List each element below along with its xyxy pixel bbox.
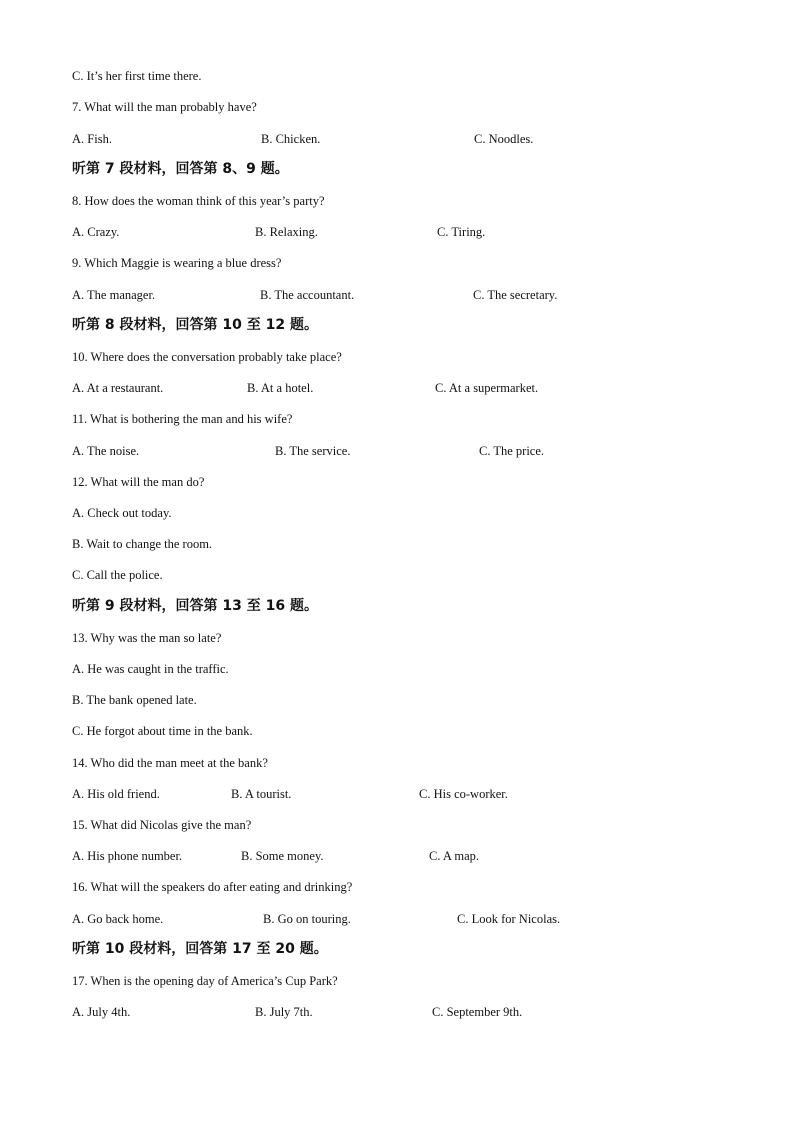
- option-b: B. July 7th.: [255, 1005, 313, 1019]
- option-b: B. At a hotel.: [247, 381, 314, 395]
- option-b: B. The accountant.: [260, 288, 355, 302]
- question-13-option-a: A. He was caught in the traffic.: [72, 662, 229, 676]
- question-17: 17. When is the opening day of America’s Cup Park?: [72, 974, 338, 988]
- question-12: 12. What will the man do?: [72, 475, 205, 489]
- section-heading-8: 听第 8 段材料，回答第 10 至 12 题。: [72, 317, 318, 333]
- question-15: 15. What did Nicolas give the man?: [72, 818, 252, 832]
- question-14-options: [72, 786, 722, 802]
- question-11-options: [72, 443, 722, 459]
- question-9: 9. Which Maggie is wearing a blue dress?: [72, 256, 282, 270]
- option-b: B. A tourist.: [231, 787, 292, 801]
- question-7: 7. What will the man probably have?: [72, 100, 257, 114]
- option-c: C. His co-worker.: [419, 787, 508, 801]
- option-b: B. Chicken.: [261, 132, 321, 146]
- question-12-option-b: B. Wait to change the room.: [72, 537, 213, 551]
- option-c: C. A map.: [429, 849, 480, 863]
- question-12-option-a: A. Check out today.: [72, 506, 172, 520]
- question-15-options: [72, 848, 722, 864]
- question-6-option-c: C. It’s her first time there.: [72, 69, 202, 83]
- question-8: 8. How does the woman think of this year’s party?: [72, 194, 325, 208]
- question-7-options: [72, 131, 722, 147]
- question-16: 16. What will the speakers do after eating and drinking?: [72, 880, 353, 894]
- question-11: 11. What is bothering the man and his wife?: [72, 412, 293, 426]
- option-b: B. Relaxing.: [255, 225, 318, 239]
- question-8-options: [72, 224, 722, 240]
- option-a: A. The manager.: [72, 288, 156, 302]
- option-a: A. His old friend.: [72, 787, 160, 801]
- question-16-options: [72, 911, 722, 927]
- question-12-option-c: C. Call the police.: [72, 568, 163, 582]
- option-a: A. The noise.: [72, 444, 140, 458]
- option-b: B. The service.: [275, 444, 351, 458]
- question-14: 14. Who did the man meet at the bank?: [72, 756, 268, 770]
- question-10: 10. Where does the conversation probably take place?: [72, 350, 342, 364]
- option-c: C. September 9th.: [432, 1005, 523, 1019]
- option-a: A. His phone number.: [72, 849, 183, 863]
- option-c: C. At a supermarket.: [435, 381, 539, 395]
- option-a: A. At a restaurant.: [72, 381, 164, 395]
- option-a: A. Fish.: [72, 132, 112, 146]
- option-c: C. The secretary.: [473, 288, 558, 302]
- question-13: 13. Why was the man so late?: [72, 631, 222, 645]
- option-c: C. Tiring.: [437, 225, 486, 239]
- option-a: A. July 4th.: [72, 1005, 131, 1019]
- option-c: C. Noodles.: [474, 132, 534, 146]
- question-13-option-c: C. He forgot about time in the bank.: [72, 724, 253, 738]
- question-17-options: [72, 1004, 722, 1020]
- section-heading-7: 听第 7 段材料，回答第 8、9 题。: [72, 161, 289, 177]
- question-9-options: [72, 287, 722, 303]
- option-a: A. Crazy.: [72, 225, 120, 239]
- option-b: B. Go on touring.: [263, 912, 351, 926]
- question-10-options: [72, 380, 722, 396]
- section-heading-10: 听第 10 段材料，回答第 17 至 20 题。: [72, 941, 328, 957]
- option-c: C. Look for Nicolas.: [457, 912, 561, 926]
- option-b: B. Some money.: [241, 849, 324, 863]
- option-c: C. The price.: [479, 444, 545, 458]
- question-13-option-b: B. The bank opened late.: [72, 693, 197, 707]
- section-heading-9: 听第 9 段材料，回答第 13 至 16 题。: [72, 598, 318, 614]
- option-a: A. Go back home.: [72, 912, 164, 926]
